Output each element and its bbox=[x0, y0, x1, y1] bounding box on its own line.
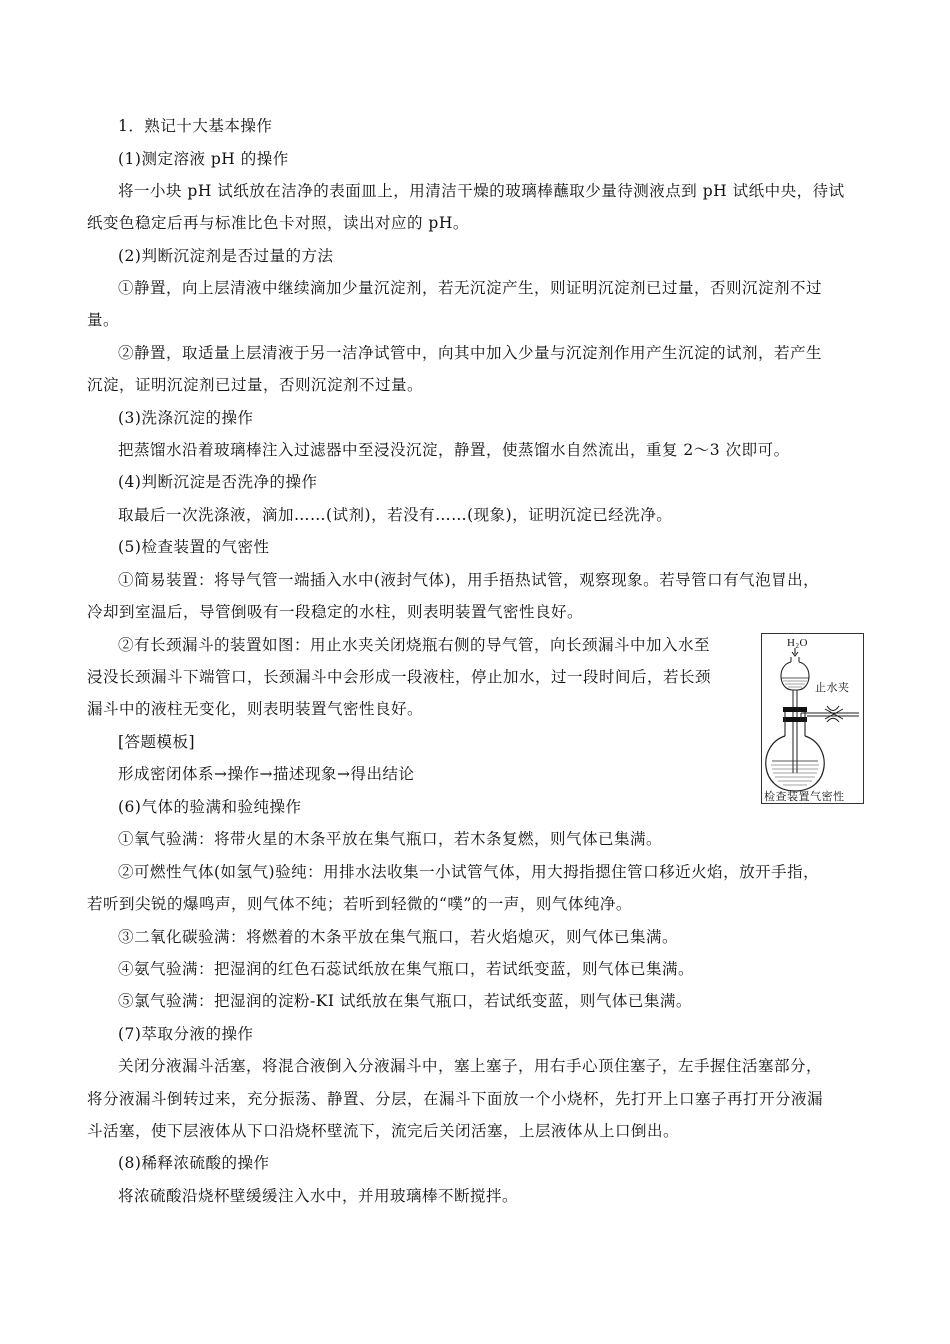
water-label: H2O bbox=[787, 637, 808, 650]
s5-method-1-line: ①简易装置：将导气管一端插入水中(液封气体)，用手捂热试管，观察现象。若导管口有气泡冒出， bbox=[118, 571, 820, 589]
s8-title: (8)稀释浓硫酸的操作 bbox=[118, 1154, 270, 1172]
s7-title: (7)萃取分液的操作 bbox=[118, 1025, 254, 1043]
stopper-lower bbox=[783, 717, 807, 722]
s4-title: (4)判断沉淀是否洗净的操作 bbox=[118, 473, 318, 491]
s5-method-2-line: 漏斗中的液柱无变化，则表明装置气密性良好。 bbox=[87, 700, 424, 718]
s2-title: (2)判断沉淀剂是否过量的方法 bbox=[118, 247, 334, 265]
apparatus-diagram bbox=[761, 633, 864, 804]
s4-body: 取最后一次洗涤液，滴加……(试剂)，若没有……(现象)，证明沉淀已经洗净。 bbox=[118, 506, 673, 524]
template-steps: 形成密闭体系→操作→描述现象→得出结论 bbox=[118, 765, 415, 783]
s7-body-line: 关闭分液漏斗活塞，将混合液倒入分液漏斗中，塞上塞子，用右手心顶住塞子，左手握住活塞部分， bbox=[118, 1057, 823, 1075]
airtightness-apparatus-figure bbox=[761, 633, 864, 804]
clamp-label: 止水夹 bbox=[815, 682, 850, 694]
s2-method-1-line: ①静置，向上层清液中继续滴加少量沉淀剂，若无沉淀产生，则证明沉淀剂已过量，否则沉淀剂不过 bbox=[118, 279, 823, 297]
s2-method-2-line: 沉淀，证明沉淀剂已过量，否则沉淀剂不过量。 bbox=[87, 376, 424, 394]
s6-oxygen: ①氧气验满：将带火星的木条平放在集气瓶口，若木条复燃，则气体已集满。 bbox=[118, 830, 663, 848]
s3-title: (3)洗涤沉淀的操作 bbox=[118, 409, 254, 427]
s6-combustible-line: ②可燃性气体(如氢气)验纯：用排水法收集一小试管气体，用大拇指摁住管口移近火焰，放开手指， bbox=[118, 863, 820, 881]
s7-body-line: 斗活塞，使下层液体从下口沿烧杯壁流下，流完后关闭活塞，上层液体从上口倒出。 bbox=[87, 1122, 680, 1140]
s5-title: (5)检查装置的气密性 bbox=[118, 538, 270, 556]
s5-method-1-line: 冷却到室温后，导管倒吸有一段稳定的水柱，则表明装置气密性良好。 bbox=[87, 603, 584, 621]
s6-title: (6)气体的验满和验纯操作 bbox=[118, 798, 302, 816]
s1-body-line: 纸变色稳定后再与标准比色卡对照，读出对应的 pH。 bbox=[87, 214, 469, 232]
s7-body-line: 将分液漏斗倒转过来，充分振荡、静置、分层，在漏斗下面放一个小烧杯，先打开上口塞子再打开分液漏 bbox=[87, 1090, 824, 1108]
s5-method-2-line: 浸没长颈漏斗下端管口，长颈漏斗中会形成一段液柱，停止加水，过一段时间后，若长颈 bbox=[87, 668, 712, 686]
s2-method-1-line: 量。 bbox=[87, 311, 120, 329]
s6-co2: ③二氧化碳验满：将燃着的木条平放在集气瓶口，若火焰熄灭，则气体已集满。 bbox=[118, 928, 679, 946]
stopper bbox=[783, 707, 807, 712]
s8-body: 将浓硫酸沿烧杯壁缓缓注入水中，并用玻璃棒不断搅拌。 bbox=[118, 1187, 519, 1205]
s5-method-2-line: ②有长颈漏斗的装置如图：用止水夹关闭烧瓶右侧的导气管，向长颈漏斗中加入水至 bbox=[118, 636, 711, 654]
s2-method-2-line: ②静置，取适量上层清液于另一洁净试管中，向其中加入少量与沉淀剂作用产生沉淀的试剂，若产生 bbox=[118, 344, 823, 362]
template-label: [答题模板] bbox=[118, 733, 196, 751]
s1-title: (1)测定溶液 pH 的操作 bbox=[118, 150, 289, 168]
s6-chlorine: ⑤氯气验满：把湿润的淀粉-KI 试纸放在集气瓶口，若试纸变蓝，则气体已集满。 bbox=[118, 992, 692, 1010]
s1-body-line: 将一小块 pH 试纸放在洁净的表面皿上，用清洁干燥的玻璃棒蘸取少量待测液点到 pH 试纸中央，待试 bbox=[118, 182, 845, 200]
s6-combustible-line: 若听到尖锐的爆鸣声，则气体不纯；若听到轻微的“噗”的一声，则气体纯净。 bbox=[87, 895, 632, 913]
section-heading: 1．熟记十大基本操作 bbox=[118, 117, 273, 135]
s6-ammonia: ④氨气验满：把湿润的红色石蕊试纸放在集气瓶口，若试纸变蓝，则气体已集满。 bbox=[118, 960, 695, 978]
s3-body: 把蒸馏水沿着玻璃棒注入过滤器中至浸没沉淀，静置，使蒸馏水自然流出，重复 2～3 次即可。 bbox=[118, 441, 790, 459]
figure-caption: 检查装置气密性 bbox=[764, 791, 845, 803]
